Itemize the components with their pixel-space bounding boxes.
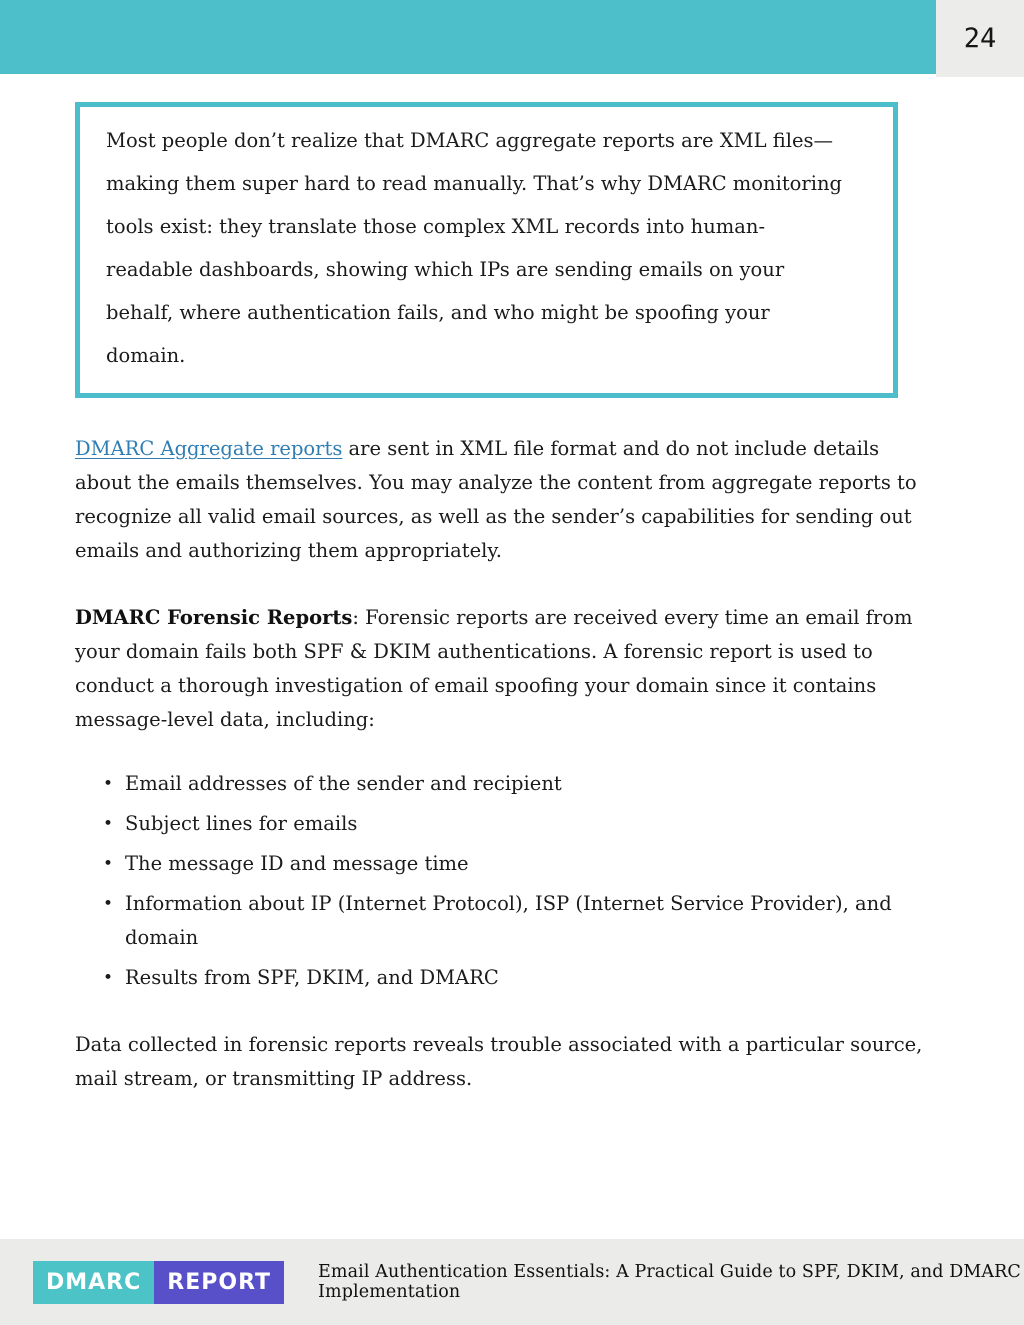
paragraph-forensic-text: : Forensic reports are received every time an email from your domain fails both SPF & DKIM authentications. A forensic report is used to conduct a thorough investigation of email spoofing your domain since it contains message-level data, including: xyxy=(75,606,913,731)
page-content xyxy=(0,77,1024,1096)
callout-box xyxy=(75,102,898,398)
dmarc-aggregate-reports-link[interactable]: DMARC Aggregate reports xyxy=(75,437,343,460)
paragraph-forensic-reports xyxy=(75,601,938,737)
paragraph-closing xyxy=(75,1028,938,1096)
paragraph-closing-text: Data collected in forensic reports reveals trouble associated with a particular source, mail stream, or transmitting IP address. xyxy=(75,1033,923,1090)
list-item xyxy=(125,767,938,801)
footer-book-title: Email Authentication Essentials: A Practical Guide to SPF, DKIM, and DMARC Implementation xyxy=(318,1262,1021,1302)
page-footer xyxy=(0,1239,1024,1325)
list-item-text: The message ID and message time xyxy=(125,852,469,875)
paragraph-aggregate-text: are sent in XML file format and do not include details about the emails themselves. You may analyze the content from aggregate reports to recognize all valid email sources, as well as the sender’s capabilities for sending out emails and authorizing them appropriately. xyxy=(75,437,917,562)
logo-dmarc-segment: DMARC xyxy=(33,1261,154,1304)
list-item-text: Email addresses of the sender and recipient xyxy=(125,772,562,795)
header-teal-bar xyxy=(0,0,936,74)
forensic-reports-heading: DMARC Forensic Reports xyxy=(75,606,353,629)
paragraph-aggregate-reports xyxy=(75,432,938,568)
page-number-box xyxy=(936,0,1024,77)
callout-text: Most people don’t realize that DMARC aggregate reports are XML files—making them super hard to read manually. That’s why DMARC monitoring tools exist: they translate those complex XML records into human-readable dashboards, showing which IPs are sending emails on your behalf, where authentication fails, and who might be spoofing your domain. xyxy=(106,129,843,367)
page-header xyxy=(0,0,1024,77)
list-item xyxy=(125,887,938,955)
list-item-text: Information about IP (Internet Protocol), ISP (Internet Service Provider), and domain xyxy=(125,892,892,949)
list-item-text: Subject lines for emails xyxy=(125,812,358,835)
list-item xyxy=(125,847,938,881)
forensic-data-list xyxy=(75,767,938,995)
list-item-text: Results from SPF, DKIM, and DMARC xyxy=(125,966,499,989)
page-number: 24 xyxy=(963,23,997,54)
logo-report-segment: REPORT xyxy=(154,1261,284,1304)
dmarc-report-logo xyxy=(33,1261,284,1304)
list-item xyxy=(125,807,938,841)
list-item xyxy=(125,961,938,995)
